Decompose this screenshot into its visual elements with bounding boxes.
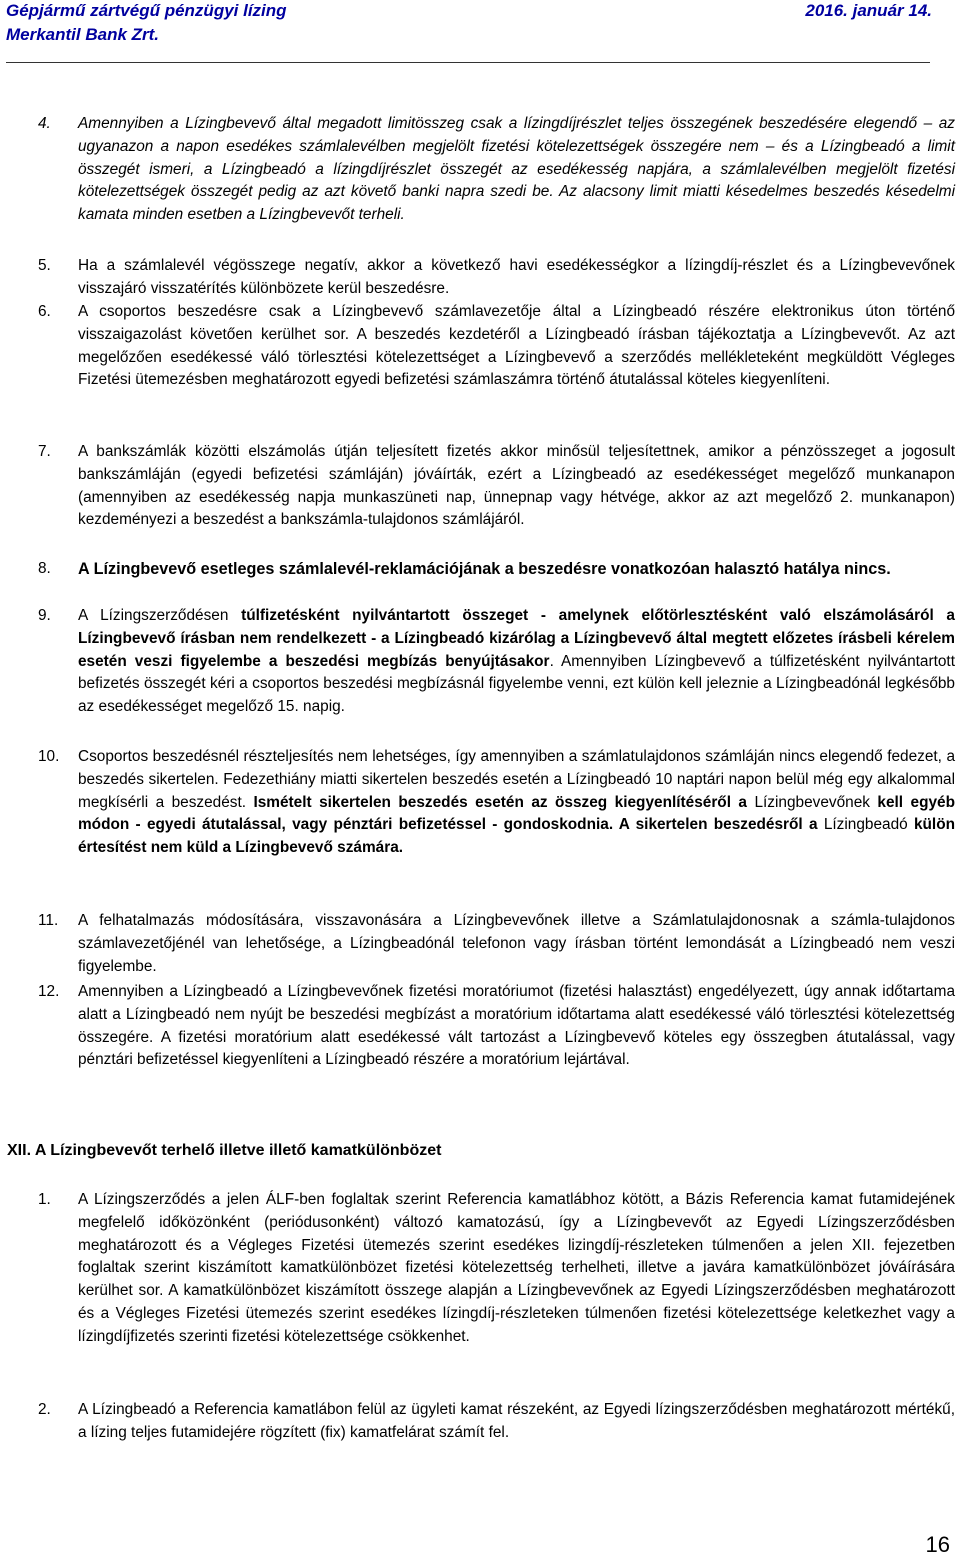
item-number: 2. xyxy=(38,1401,51,1418)
item-text: Amennyiben a Lízingbevevő által megadott limitösszeg csak a lízingdíjrészlet teljes összegének beszedésére elegendő – az ugyanazon a napon esedékes számlalevélben megjelölt fizetési kötelezettségek összegére nem – és a Lízingbeadó a limit összegét ismeri, a Lízingbeadó a lízingdíjrészlet összegét az esedékesség napjára, a számlalevélben megjelölt fizetési kötelezettségek összegét pedig az azt követő banki napra szedi be. Az alacsony limit miatti késedelmes beszedés késedelmi kamata minden esetben a Lízingbevevőt terheli. xyxy=(78,115,955,224)
item-text: A bankszámlák közötti elszámolás útján teljesített fizetés akkor minősül teljesítettnek, amikor a pénzösszeget a jogosult bankszámláján (egyedi befizetési számláján) jóváírták, ezért a Lízingbeadó az esedékességet megelőző munkanapon (amennyiben az esedékesség napja munkaszüneti nap, ünnepnap vagy hétvége, akkor az azt megelőző 2. munkanapon) kezdeményezi a beszedést a bankszámla-tulajdonos számlájáról. xyxy=(78,443,955,529)
item-number: 7. xyxy=(38,443,51,460)
item-text: A Lízingbeadó a Referencia kamatlábon felül az ügyleti kamat részeként, az Egyedi lízingszerződésben meghatározott mértékű, a lízing teljes futamidejére rögzített (fix) kamatfelárat számít fel. xyxy=(78,1401,955,1441)
item-text: A Lízingbevevő esetleges számlalevél-reklamációjának a beszedésre vonatkozóan halasztó hatálya nincs. xyxy=(78,560,891,578)
section-heading: XII. A Lízingbevevőt terhelő illetve illető kamatkülönbözet xyxy=(7,1142,442,1159)
header-rule xyxy=(6,62,930,63)
item-text: Amennyiben a Lízingbeadó a Lízingbevevőnek fizetési moratóriumot (fizetési halasztást) engedélyezett, úgy annak időtartama alatt a Lízingbeadó nem nyújt be beszedési megbízást a moratórium időtartama alatt esedékessé váló törlesztési kötelezettség összegére. A fizetési moratórium alatt esedékessé vált tartozást a Lízingbevevő köteles egy összegben átutalással, vagy pénztári befizetéssel kiegyenlíteni a Lízingbeadó részére a moratórium lejártával. xyxy=(78,983,955,1069)
item-number: 8. xyxy=(38,560,51,577)
item-text: Ha a számlalevél végösszege negatív, akkor a következő havi esedékességkor a lízingdíj-részlet és a Lízingbevevőnek visszajáró visszatérítés különbözete kerül beszedésre. xyxy=(78,257,955,297)
item-text: A Lízingszerződésen túlfizetésként nyilvántartott összeget - amelynek előtörlesztésként való elszámolásáról a Lízingbevevő írásban nem rendelkezett - a Lízingbeadó kizárólag a Lízingbevevő által megtett előzetes írásbeli kérelem esetén veszi figyelembe a beszedési megbízás benyújtásakor. Amennyiben Lízingbevevő a túlfizetésként nyilvántartott befizetés összegét kéri a csoportos beszedési megbízásnál figyelembe venni, ezt külön kell jeleznie a Lízingbeadónál legkésőbb az esedékességet megelőző 15. napig. xyxy=(78,607,955,716)
item-text: A Lízingszerződés a jelen ÁLF-ben foglaltak szerint Referencia kamatlábhoz kötött, a Bázis Referencia kamat futamidejének megfelelő időközönként (periódusonként) változó kamatozású, így a Lízingbevevőt az Egyedi Lízingszerződésben meghatározott és a Végleges Fizetési ütemezés szerint esedékes lizingdíj-részleteken túlmenően a jelen XII. fejezetben foglaltak szerint kiszámított kamatkülönbözet fizetési kötelezettség terhelheti, illetve a javára kamatkülönbözet jóváírására kerülhet sor. A kamatkülönbözet kiszámított összege alapján a Lízingbevevőnek az Egyedi Lízingszerződésben meghatározott és a Végleges Fizetési ütemezés szerint esedékes lízingdíj-részleteken túlmenően fizetési kötelezettsége keletkezhet vagy a lízingdíjfizetés szerinti fizetési kötelezettsége csökkenhet. xyxy=(78,1191,955,1345)
document-date: 2016. január 14. xyxy=(805,1,932,20)
bank-name: Merkantil Bank Zrt. xyxy=(6,25,160,44)
item-text: A csoportos beszedésre csak a Lízingbevevő számlavezetője által a Lízingbeadó részére elektronikus úton történő visszaigazolást követően kerülhet sor. A beszedés kezdetéről a Lízingbeadó írásban tájékoztatja a Lízingbevevőt. Az azt megelőzően esedékessé váló törlesztési kötelezettséget a Lízingbevevő a szerződés mellékleteként megküldött Végleges Fizetési ütemezésben meghatározott egyedi befizetési számlaszámra történő átutalással köteles kiegyenlíteni. xyxy=(78,303,955,389)
item-number: 1. xyxy=(38,1191,51,1208)
item-number: 6. xyxy=(38,303,51,320)
page-number: 16 xyxy=(925,1532,950,1557)
item-text: Csoportos beszedésnél részteljesítés nem lehetséges, így amennyiben a számlatulajdonos számláján nincs elegendő fedezet, a beszedés sikertelen. Fedezethiány miatti sikertelen beszedés esetén a Lízingbeadó 10 naptári napon belül még egy alkalommal megkísérli a beszedést. Ismételt sikertelen beszedés esetén az összeg kiegyenlítéséről a Lízingbevevőnek kell egyéb módon - egyedi átutalással, vagy pénztári befizetéssel - gondoskodnia. A sikertelen beszedésről a Lízingbeadó külön értesítést nem küld a Lízingbevevő számára. xyxy=(78,748,956,857)
document-title: Gépjármű zártvégű pénzügyi lízing xyxy=(6,1,287,20)
item-number: 4. xyxy=(38,115,51,132)
item-number: 10. xyxy=(38,748,60,765)
item-text: A felhatalmazás módosítására, visszavonására a Lízingbevevőnek illetve a Számlatulajdonosnak a számla-tulajdonos számlavezetőjénél van lehetősége, a Lízingbeadónál telefonon vagy írásban történt lemondását a Lízingbeadó nem veszi figyelembe. xyxy=(78,912,955,975)
item-number: 11. xyxy=(38,912,59,929)
item-number: 12. xyxy=(38,983,60,1000)
item-number: 9. xyxy=(38,607,51,624)
item-number: 5. xyxy=(38,257,51,274)
